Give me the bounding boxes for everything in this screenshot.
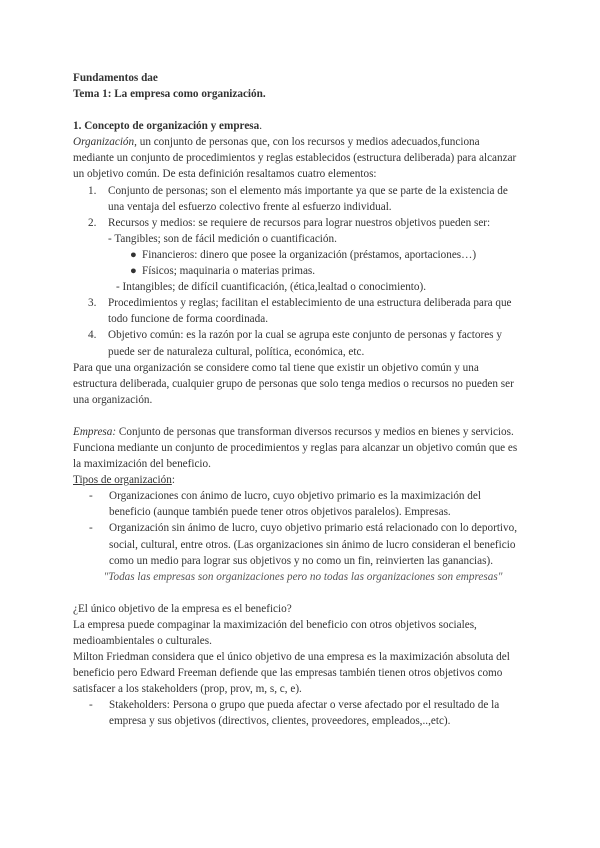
topic-title: Tema 1: La empresa como organización. xyxy=(73,88,266,101)
bullet-text: Físicos; maquinaria o materias primas. xyxy=(142,265,316,278)
dash-item xyxy=(73,520,523,568)
section-heading-punct: . xyxy=(259,120,263,133)
types-heading-text: Tipos de organización xyxy=(73,474,172,487)
organization-text: , un conjunto de personas que, con los recursos y medios adecuados,funciona mediante un conjunto de procedimientos y reglas establecidos (estructura deliberada) para alcanzar un objetivo común. De esta definición resaltamos cuatro elementos: xyxy=(73,136,517,181)
list-item xyxy=(73,183,523,215)
quote: "Todas las empresas son organizaciones pero no todas las organizaciones son empresas" xyxy=(103,570,503,583)
question: ¿El único objetivo de la empresa es el beneficio? xyxy=(73,602,292,615)
dash-icon: - xyxy=(89,522,93,535)
list-item xyxy=(73,295,523,327)
dash-text: Organizaciones con ánimo de lucro, cuyo objetivo primario es la maximización del beneficio (aunque también puede tener otros objetivos paralelos). Empresas. xyxy=(109,490,481,519)
company-text: Conjunto de personas que transforman diversos recursos y medios en bienes y servicios. Funciona mediante un conjunto de procedimientos y reglas para alcanzar un objetivo común que es la maximización del beneficio. xyxy=(73,425,518,471)
list-number: 3. xyxy=(88,297,97,310)
organization-paragraph: Para que una organización se considere como tal tiene que existir un objetivo común y una estructura deliberada, cualquier grupo de personas que solo tenga medios o recursos no pueden ser una organización. xyxy=(73,361,514,406)
document-page xyxy=(73,70,523,730)
list-item xyxy=(73,327,523,359)
bullet-icon: ● xyxy=(130,265,137,278)
company-term: Empresa: xyxy=(73,425,117,438)
list-text: Conjunto de personas; son el elemento más importante ya que se parte de la existencia de una ventaja del esfuerzo colectivo frente al esfuerzo individual. xyxy=(108,184,508,213)
intangibles-line: - Intangibles; de difícil cuantificación, (ética,lealtad o conocimiento). xyxy=(116,281,427,294)
bullet-icon: ● xyxy=(130,248,137,261)
paragraph: Milton Friedman considera que el único objetivo de una empresa es la maximización absoluta del beneficio pero Edward Freeman defiende que las empresas también tienen otros objetivos como satisfacer a los stakeholders (prop, prov, m, s, c, e). xyxy=(73,651,510,696)
list-text: Recursos y medios: se requiere de recursos para lograr nuestros objetivos pueden ser: xyxy=(108,216,491,229)
dash-item xyxy=(73,697,523,729)
tangibles-line: - Tangibles; son de fácil medición o cuantificación. xyxy=(108,232,337,245)
organization-definition xyxy=(73,134,523,182)
types-heading xyxy=(73,472,523,488)
dash-text: Stakeholders: Persona o grupo que pueda afectar o verse afectado por el resultado de la empresa y sus objetivos (directivos, clientes, proveedores, empleados,..,etc). xyxy=(109,699,500,728)
list-number: 4. xyxy=(88,329,97,342)
list-number: 1. xyxy=(88,184,97,197)
section-heading-text: 1. Concepto de organización y empresa xyxy=(73,120,260,133)
bullet-text: Financieros: dinero que posee la organización (préstamos, aportaciones…) xyxy=(142,248,477,261)
dash-item xyxy=(73,488,523,520)
bullet-item xyxy=(73,247,523,263)
list-text: Objetivo común: es la razón por la cual se agrupa este conjunto de personas y factores y puede ser de naturaleza cultural, política, económica, etc. xyxy=(108,329,502,358)
list-text: Procedimientos y reglas; facilitan el establecimiento de una estructura deliberada para que todo funcione de forma coordinada. xyxy=(108,297,512,326)
organization-term: Organización xyxy=(73,136,135,149)
section-heading xyxy=(73,118,523,134)
document-title: Fundamentos dae xyxy=(73,72,158,84)
spacer xyxy=(73,102,523,118)
list-item xyxy=(73,215,523,231)
types-heading-punct: : xyxy=(171,474,175,487)
dash-icon: - xyxy=(89,699,93,712)
dash-icon: - xyxy=(89,490,93,503)
paragraph: La empresa puede compaginar la maximización del beneficio con otros objetivos sociales, medioambientales o culturales. xyxy=(73,618,477,647)
bullet-item xyxy=(73,263,523,279)
company-definition xyxy=(73,424,523,472)
dash-text: Organización sin ánimo de lucro, cuyo objetivo primario está relacionado con lo deportivo, social, cultural, entre otros. (Las organizaciones sin ánimo de lucro consideran el beneficio como un medio para lograr sus objetivos y no como un fin, reinvierten las ganancias). xyxy=(109,522,518,567)
list-number: 2. xyxy=(88,216,97,229)
spacer xyxy=(73,585,523,601)
spacer xyxy=(73,408,523,424)
